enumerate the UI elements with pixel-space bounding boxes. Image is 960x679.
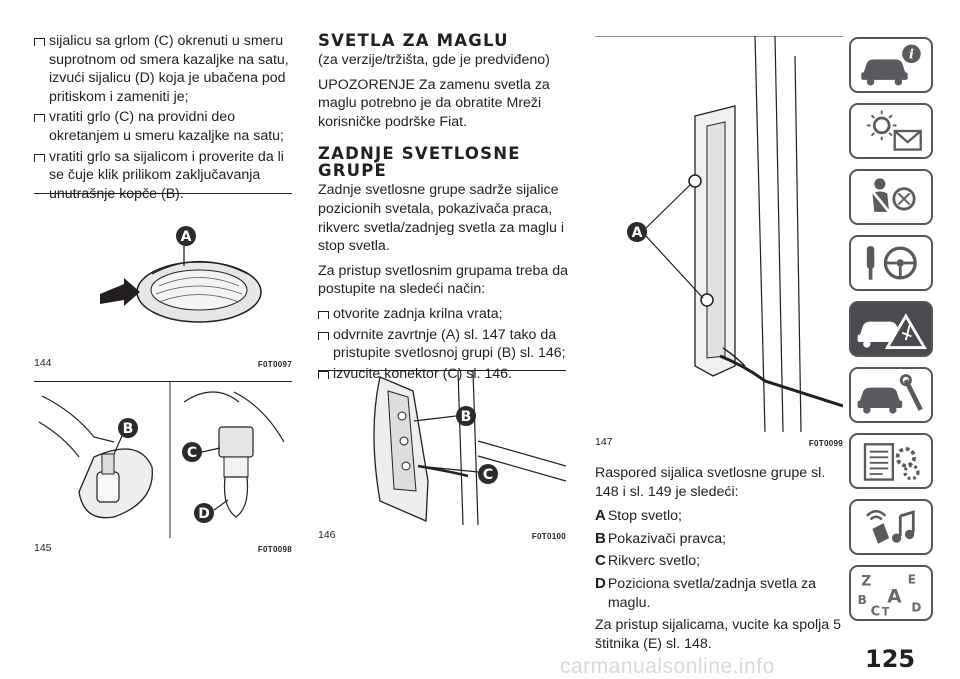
tab-technical-data[interactable] xyxy=(849,433,933,489)
bullet-icon xyxy=(34,38,45,46)
svg-text:B: B xyxy=(857,593,867,608)
list-item: otvorite zadnja krilna vrata; xyxy=(318,305,573,324)
callout-label: B xyxy=(460,409,472,425)
figure-144 xyxy=(34,193,292,369)
figure-number: 147 xyxy=(595,436,613,448)
alphabetical-index-icon xyxy=(851,567,931,619)
callout-label: A xyxy=(631,225,643,241)
callout-label: A xyxy=(180,229,192,245)
paragraph: Zadnje svetlosne grupe sadrže sijalice pozicionih svetala, pokazivača praca, rikverc svetla/zadnjeg svetla za maglu i stop svetla. xyxy=(318,182,565,255)
legend-item: B Pokazivači pravca; xyxy=(595,529,727,547)
side-indicator-illustration xyxy=(34,194,292,352)
figure-caption xyxy=(34,355,292,369)
svg-text:A: A xyxy=(887,586,902,608)
tab-emergency[interactable] xyxy=(849,301,933,357)
list-item: izvucite konektor (C) sl. 146. xyxy=(318,365,573,384)
figure-caption xyxy=(595,434,843,448)
figure-147 xyxy=(595,36,843,448)
list-item: vratiti grlo sa sijalicom i proverite da li se čuje klik prilikom zaključavanja unutrašnje kopče (B). xyxy=(34,148,292,204)
figure-caption xyxy=(34,540,292,554)
car-info-icon xyxy=(851,39,931,91)
figure-caption xyxy=(318,527,566,541)
callout-label: C xyxy=(482,467,494,483)
paragraph: (za verzije/tržišta, gde je predviđeno) xyxy=(318,52,550,68)
paragraph: Za pristup svetlosnim grupama treba da postupite na sledeći način: xyxy=(318,262,568,298)
svg-text:Z: Z xyxy=(861,573,872,590)
bullet-icon xyxy=(318,311,329,319)
bullet-icon xyxy=(34,154,45,162)
legend-item: D Poziciona svetla/zadnja svetla za maglu. xyxy=(595,574,817,611)
figure-code: F0T0097 xyxy=(257,360,292,369)
rear-light-screws-illustration xyxy=(595,36,843,432)
warning-light-message-icon xyxy=(851,105,931,157)
svg-text:D: D xyxy=(911,600,922,615)
watermark: carmanualsonline.info xyxy=(560,655,775,678)
list-item: vratiti grlo (C) na providni deo okretanjem u smeru kazaljke na satu; xyxy=(34,108,292,145)
figure-code: F0T0099 xyxy=(808,439,843,448)
rear-light-cluster-illustration xyxy=(318,371,566,525)
tab-safety[interactable] xyxy=(849,169,933,225)
bullet-icon xyxy=(318,332,329,340)
figure-145 xyxy=(34,381,292,554)
svg-text:C: C xyxy=(870,604,881,619)
page-number: 125 xyxy=(865,645,916,673)
tab-warning-lights[interactable] xyxy=(849,103,933,159)
tab-index[interactable] xyxy=(849,565,933,621)
column-1 xyxy=(34,32,292,205)
figure-146 xyxy=(318,370,566,541)
list-item: odvrnite zavrtnje (A) sl. 147 tako da pristupite svetlosnoj grupi (B) sl. 146; xyxy=(318,326,573,363)
svg-text:T: T xyxy=(881,605,890,619)
figure-number: 146 xyxy=(318,529,336,541)
key-steering-wheel-icon xyxy=(851,237,931,289)
list-item: sijalicu sa grlom (C) okrenuti u smeru suprotnom od smera kazaljke na satu, izvući sijalicu (D) koja je ubačena pod pritiskom i zameniti je; xyxy=(34,32,292,106)
section-heading: ZADNJE SVETLOSNE GRUPE xyxy=(318,144,521,181)
column-2 xyxy=(318,32,573,385)
bulb-socket-illustration xyxy=(34,382,292,538)
callout-label: B xyxy=(122,421,134,437)
tab-maintenance[interactable] xyxy=(849,367,933,423)
warning-paragraph: UPOZORENJE Za zamenu svetla za maglu potrebno je da obratite Mreži korisničke podrške Fiat. xyxy=(318,76,550,130)
svg-text:E: E xyxy=(907,572,916,587)
callout-label: D xyxy=(198,506,210,522)
figure-code: F0T0098 xyxy=(257,545,292,554)
tab-car-info[interactable] xyxy=(849,37,933,93)
legend-item: A Stop svetlo; xyxy=(595,507,682,525)
bullet-icon xyxy=(34,114,45,122)
technical-data-icon xyxy=(851,435,931,487)
figure-code: F0T0100 xyxy=(531,532,566,541)
legend-item: C Rikverc svetlo; xyxy=(595,552,701,570)
tab-starting-driving[interactable] xyxy=(849,235,933,291)
figure-number: 144 xyxy=(34,357,52,369)
column-3 xyxy=(595,464,845,659)
callout-label: C xyxy=(186,445,198,461)
airbag-seatbelt-icon xyxy=(851,171,931,223)
paragraph: Za pristup sijalicama, vucite ka spolja 5 štitnika (E) sl. 148. xyxy=(595,617,842,652)
car-emergency-icon xyxy=(851,303,931,355)
car-maintenance-icon xyxy=(851,369,931,421)
figure-number: 145 xyxy=(34,542,52,554)
section-heading: SVETLA ZA MAGLU xyxy=(318,31,509,50)
tab-multimedia[interactable] xyxy=(849,499,933,555)
paragraph: Raspored sijalica svetlosne grupe sl. 148 i sl. 149 je sledeći: xyxy=(595,465,826,500)
multimedia-icon xyxy=(851,501,931,553)
svg-text:i: i xyxy=(908,47,914,63)
